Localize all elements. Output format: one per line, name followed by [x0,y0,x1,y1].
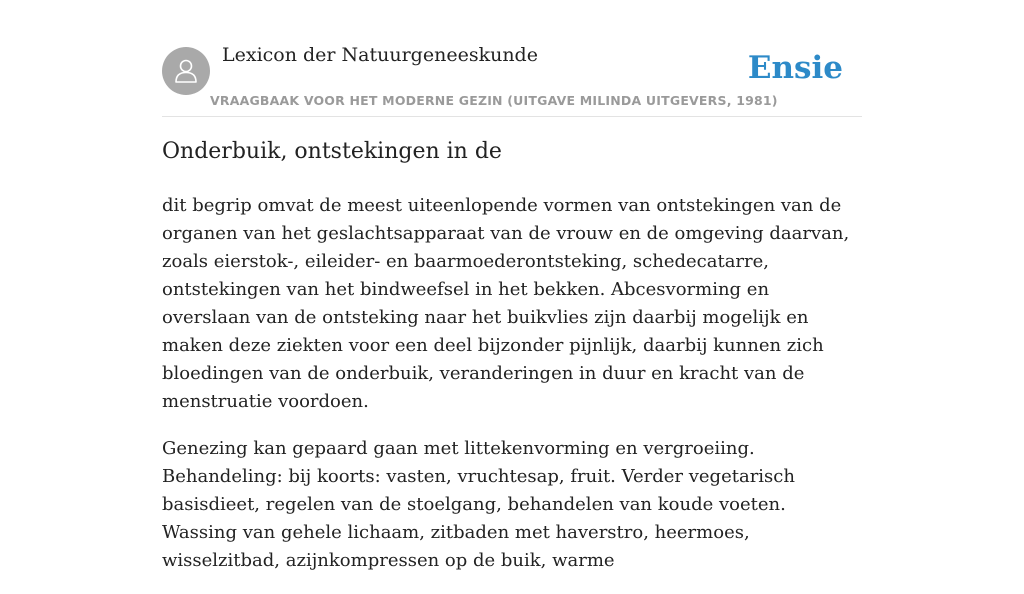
source-subtitle: VRAAGBAAK VOOR HET MODERNE GEZIN (UITGAVE MILINDA UITGEVERS, 1981) [210,93,778,108]
site-title[interactable]: Lexicon der Natuurgeneeskunde [222,44,538,66]
entry-paragraph: dit begrip omvat de meest uiteenlopende vormen van ontstekingen van de organen van het geslachtsapparaat van de vrouw en de omgeving daarvan, zoals eierstok-, eileider- en baarmoederontsteking, schedecatarre, ontstekingen van het bindweefsel in het bekken. Abcesvorming en overslaan van de ontsteking naar het buikvlies zijn daarbij mogelijk en maken deze ziekten voor een deel bijzonder pijnlijk, daarbij kunnen zich bloedingen van de onderbuik, veranderingen in duur en kracht van de menstruatie voordoen. [162,195,850,412]
entry-paragraph: Genezing kan gepaard gaan met littekenvorming en vergroeiing. Behandeling: bij koorts: vasten, vruchtesap, fruit. Verder vegetarisch basisdieet, regelen van de stoelgang, behandelen van koude voeten. Wassing van gehele lichaam, zitbaden met haverstro, heermoes, wisselzitbad, azijnkompressen op de buik, warme [162,438,795,571]
header [162,0,862,117]
entry-content [162,192,862,594]
user-silhouette-icon [171,56,201,86]
entry-title: Onderbuik, ontstekingen in de [162,139,502,164]
avatar[interactable] [162,47,210,95]
ensie-logo[interactable]: Ensie [747,50,843,86]
